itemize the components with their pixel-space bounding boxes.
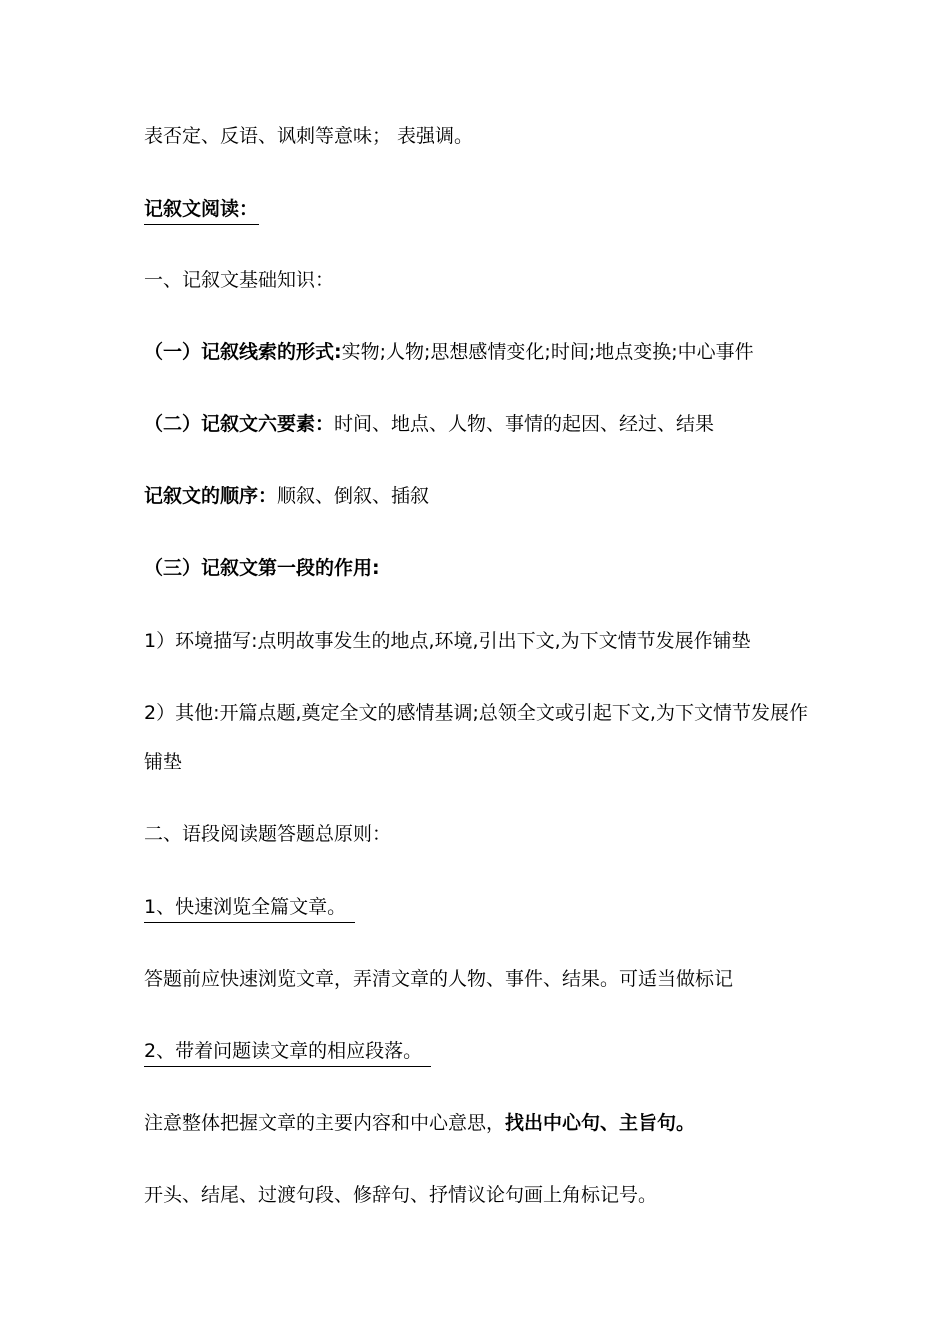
- narrative-order-label: 记叙文的顺序：: [144, 485, 278, 507]
- clue-forms-text: 实物;人物;思想感情变化;时间;地点变换;中心事件: [341, 341, 754, 363]
- clue-forms-line: [144, 339, 754, 365]
- list-item-2-line-2: 铺垫: [144, 751, 183, 773]
- six-elements-text: 时间、地点、人物、事情的起因、经过、结果: [334, 413, 715, 435]
- marking-instructions: 开头、结尾、过渡句段、修辞句、抒情议论句画上角标记号。: [144, 1184, 658, 1206]
- section-1-title: 一、记叙文基础知识：: [144, 269, 335, 291]
- narrative-order-text: 顺叙、倒叙、插叙: [277, 485, 430, 507]
- first-paragraph-function-title: （三）记叙文第一段的作用:: [144, 557, 380, 579]
- heading-narrative-reading: 记叙文阅读：: [144, 198, 259, 220]
- six-elements-label: （二）记叙文六要素：: [144, 413, 335, 435]
- list-item-2-line-1: 2）其他:开篇点题,奠定全文的感情基调;总领全文或引起下文,为下文情节发展作: [144, 702, 808, 724]
- heading-underline: [144, 224, 259, 225]
- step-2-text: [144, 1110, 695, 1136]
- step-1-title: 1、快速浏览全篇文章。: [144, 896, 347, 918]
- six-elements-line: [144, 411, 714, 437]
- step-2-title: 2、带着问题读文章的相应段落。: [144, 1040, 423, 1062]
- step-1-text: 答题前应快速浏览文章，弄清文章的人物、事件、结果。可适当做标记: [144, 968, 734, 990]
- narrative-order-line: [144, 483, 429, 509]
- clue-forms-label: （一）记叙线索的形式:: [144, 341, 342, 363]
- list-item-1: 1）环境描写:点明故事发生的地点,环境,引出下文,为下文情节发展作铺垫: [144, 630, 751, 652]
- step-2-text-plain: 注意整体把握文章的主要内容和中心意思，: [144, 1112, 506, 1134]
- section-2-title: 二、语段阅读题答题总原则：: [144, 823, 392, 845]
- step-2-underline: [144, 1066, 431, 1067]
- step-2-text-emphasis: 找出中心句、主旨句。: [505, 1112, 696, 1134]
- step-1-underline: [144, 922, 355, 923]
- paragraph-line-1: 表否定、反语、讽刺等意味； 表强调。: [144, 125, 474, 147]
